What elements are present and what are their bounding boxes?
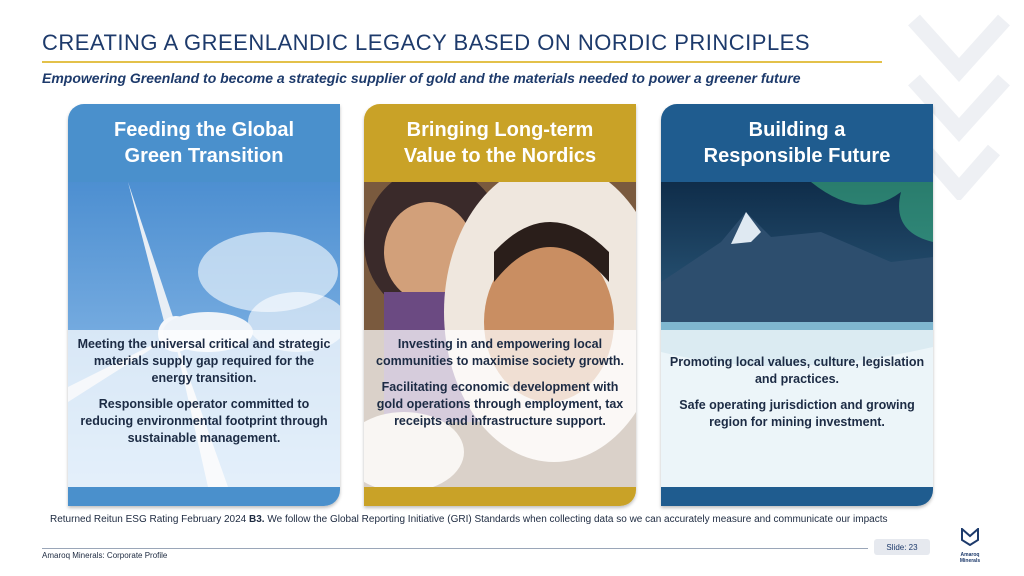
card-responsible-future: [661, 104, 933, 506]
card-footer: [68, 487, 340, 506]
page-title: CREATING A GREENLANDIC LEGACY BASED ON NORDIC PRINCIPLES: [42, 30, 811, 55]
card-text: [68, 336, 340, 456]
card-title-line2: Responsible Future: [703, 145, 891, 167]
card-title-line1: Feeding the Global: [113, 119, 294, 141]
footnote-rating: B3.: [249, 514, 265, 525]
card-point: Safe operating jurisdiction and growing region for mining investment.: [679, 398, 915, 429]
card-header: [364, 104, 636, 182]
card-point: Facilitating economic development with gold operations through employment, tax receipts and infrastructure support.: [376, 380, 624, 428]
esg-footnote: [50, 514, 887, 525]
wolf-logo-icon: [960, 528, 980, 546]
card-footer: [661, 487, 933, 506]
card-point: Promoting local values, culture, legislation and practices.: [669, 355, 925, 386]
card-header: [68, 104, 340, 182]
slide-number: Slide: 23: [874, 539, 930, 555]
footer-company: Amaroq Minerals: Corporate Profile: [42, 551, 168, 560]
card-footer: [364, 487, 636, 506]
card-green-transition: [68, 104, 340, 506]
card-header: [661, 104, 933, 182]
logo-text: Amaroq Minerals: [959, 552, 981, 564]
card-title-line2: Green Transition: [124, 145, 284, 167]
card-title-line1: Bringing Long-term: [406, 119, 594, 141]
card-point: Responsible operator committed to reducing environmental footprint through sustainable management.: [80, 397, 328, 445]
company-logo: [950, 528, 990, 564]
card-text: [661, 354, 933, 440]
card-nordic-value: [364, 104, 636, 506]
footnote-prefix: Returned Reitun ESG Rating February 2024: [50, 514, 247, 525]
card-title-line2: Value to the Nordics: [403, 145, 597, 167]
footnote-suffix: We follow the Global Reporting Initiative (GRI) Standards when collecting data so we can accurately measure and communicate our impacts: [267, 514, 888, 525]
card-point: Investing in and empowering local communities to maximise society growth.: [376, 337, 624, 368]
title-underline: [42, 61, 882, 63]
page-subtitle: Empowering Greenland to become a strategic supplier of gold and the materials needed to power a greener future: [42, 70, 801, 86]
card-text: [364, 336, 636, 439]
card-title-line1: Building a: [748, 119, 846, 141]
card-point: Meeting the universal critical and strategic materials supply gap required for the energy transition.: [77, 337, 331, 385]
footer-divider: [42, 548, 868, 549]
